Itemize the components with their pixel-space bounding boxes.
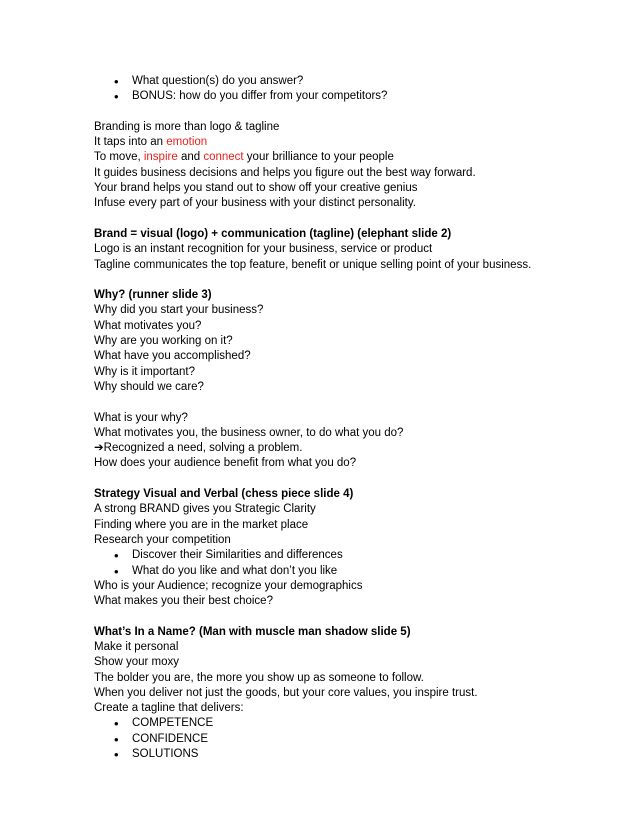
highlight-connect: connect — [203, 151, 244, 164]
spacer — [94, 212, 614, 227]
text-line — [94, 441, 614, 456]
branding-line: It guides business decisions and helps you figure out the best way forward. — [94, 166, 476, 179]
text-run: your brilliance to your people — [243, 151, 394, 164]
text-line: Logo is an instant recognition for your business, service or product — [94, 243, 433, 256]
text-line: Who is your Audience; recognize your demographics — [94, 579, 363, 592]
branding-line — [94, 135, 614, 150]
text-line: What motivates you? — [94, 319, 202, 332]
text-line: A strong BRAND gives you Strategic Clarity — [94, 503, 316, 516]
arrow-right-icon: ➔ — [94, 442, 104, 455]
text-line: What is your why? — [94, 411, 188, 424]
text-line: What makes you their best choice? — [94, 595, 273, 608]
branding-line: Branding is more than logo & tagline — [94, 120, 280, 133]
text-line: What have you accomplished? — [94, 350, 251, 363]
text-line: Tagline communicates the top feature, benefit or unique selling point of your business. — [94, 258, 532, 271]
text-line: Why did you start your business? — [94, 304, 264, 317]
document-page — [94, 74, 614, 762]
branding-line: Infuse every part of your business with your distinct personality. — [94, 197, 416, 210]
text-run: To move, — [94, 151, 144, 164]
text-line: When you deliver not just the goods, but your core values, you inspire trust. — [94, 686, 478, 699]
text-line: Create a tagline that delivers: — [94, 702, 244, 715]
text-line: Research your competition — [94, 533, 231, 546]
text-line: Finding where you are in the market place — [94, 518, 309, 531]
list-item: • What question(s) do you answer? — [94, 74, 614, 89]
text-line: Why should we care? — [94, 380, 204, 393]
text-line: How does your audience benefit from what you do? — [94, 457, 357, 470]
section-heading-strategy: Strategy Visual and Verbal (chess piece slide 4) — [94, 488, 354, 501]
section-heading-why: Why? (runner slide 3) — [94, 289, 212, 302]
spacer — [94, 105, 614, 120]
spacer — [94, 395, 614, 410]
spacer — [94, 609, 614, 624]
text-run: It taps into an — [94, 136, 167, 149]
spacer — [94, 472, 614, 487]
text-run: Recognized a need, solving a problem. — [103, 442, 303, 455]
list-item: • CONFIDENCE — [94, 732, 614, 747]
list-item: • SOLUTIONS — [94, 747, 614, 762]
highlight-emotion: emotion — [166, 136, 208, 149]
text-line: Make it personal — [94, 640, 179, 653]
text-line: Why are you working on it? — [94, 335, 233, 348]
highlight-inspire: inspire — [143, 151, 178, 164]
section-heading-name: What’s In a Name? (Man with muscle man shadow slide 5) — [94, 625, 411, 638]
text-line: What motivates you, the business owner, to do what you do? — [94, 426, 404, 439]
text-line: The bolder you are, the more you show up as someone to follow. — [94, 671, 424, 684]
text-line: Show your moxy — [94, 656, 180, 669]
text-run: and — [177, 151, 204, 164]
spacer — [94, 273, 614, 288]
text-line: Why is it important? — [94, 365, 195, 378]
list-item: • BONUS: how do you differ from your competitors? — [94, 89, 614, 104]
list-item: • COMPETENCE — [94, 716, 614, 731]
branding-line: Your brand helps you stand out to show off your creative genius — [94, 182, 418, 195]
list-item: • Discover their Similarities and differences — [94, 548, 614, 563]
list-item: • What do you like and what don’t you like — [94, 564, 614, 579]
branding-line — [94, 150, 614, 165]
section-heading-brand: Brand = visual (logo) + communication (tagline) (elephant slide 2) — [94, 227, 452, 240]
